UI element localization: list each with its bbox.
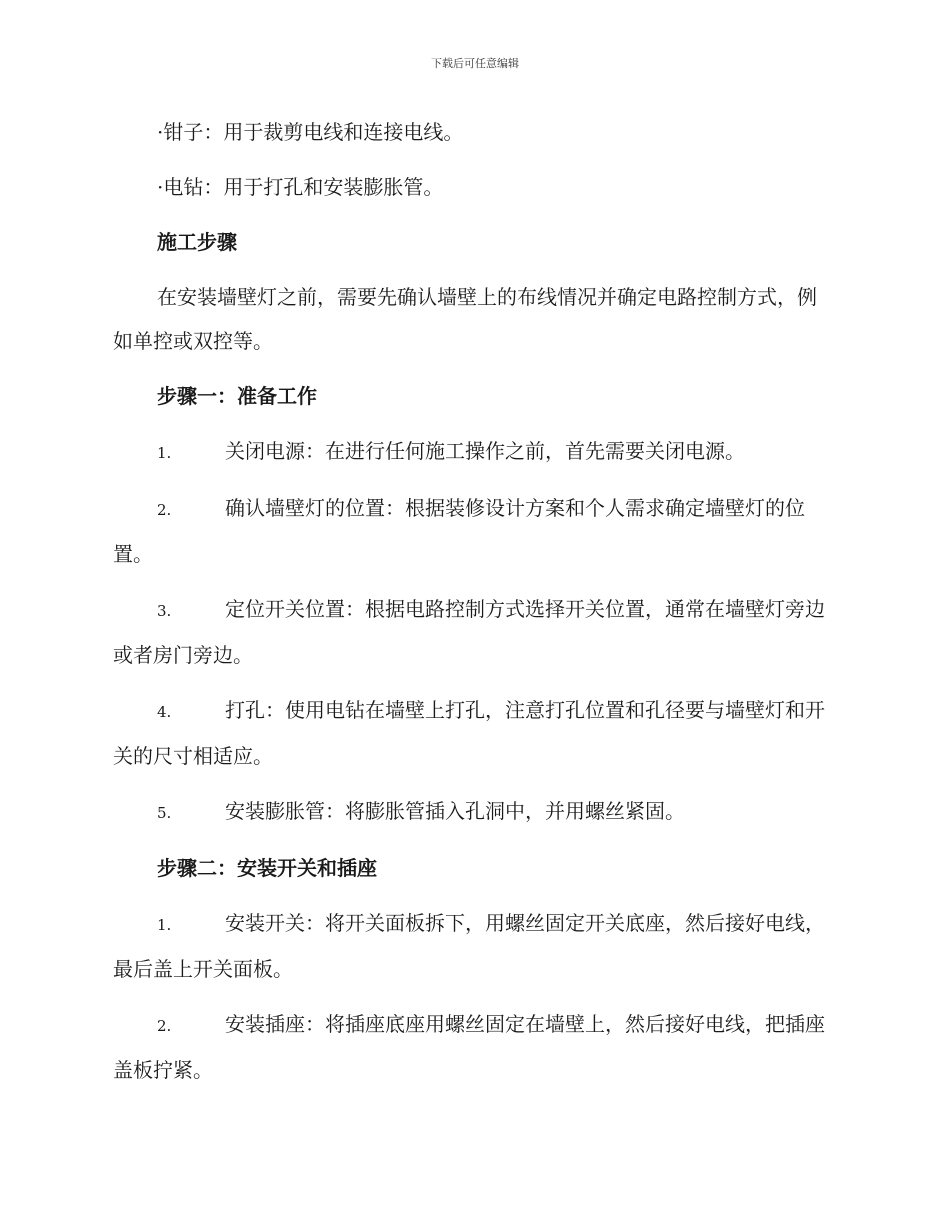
- bullet-item: [113, 165, 833, 209]
- list-item: [113, 688, 833, 778]
- list-item: [113, 486, 833, 576]
- page-header: 下载后可任意编辑: [431, 57, 519, 70]
- bullet-text: 钳子：用于裁剪电线和连接电线。: [163, 120, 464, 144]
- list-item: [113, 901, 833, 991]
- list-item: [113, 789, 833, 835]
- step2-heading: 步骤二：安装开关和插座: [157, 856, 377, 880]
- list-item: [113, 587, 833, 677]
- item-text: 定位开关位置：根据电路控制方式选择开关位置，通常在墙壁灯旁边或者房门旁边。: [113, 597, 825, 667]
- item-text: 安装膨胀管：将膨胀管插入孔洞中，并用螺丝紧固。: [225, 799, 685, 823]
- item-text: 打孔：使用电钻在墙壁上打孔，注意打孔位置和孔径要与墙壁灯和开关的尺寸相适应。: [113, 698, 825, 768]
- item-number: 5.: [157, 804, 172, 822]
- document-body: [113, 110, 833, 1103]
- bullet-marker: ·: [157, 175, 164, 199]
- item-number: 3.: [157, 602, 172, 620]
- bullet-text: 电钻：用于打孔和安装膨胀管。: [163, 175, 444, 199]
- item-number: 4.: [157, 703, 172, 721]
- list-item: [113, 1002, 833, 1092]
- list-item: [113, 429, 833, 475]
- item-number: 2.: [157, 501, 172, 519]
- item-text: 关闭电源：在进行任何施工操作之前，首先需要关闭电源。: [225, 439, 745, 463]
- item-number: 1.: [157, 444, 172, 462]
- section-heading: 施工步骤: [157, 230, 237, 254]
- bullet-marker: ·: [157, 120, 164, 144]
- section-intro: 在安装墙壁灯之前，需要先确认墙壁上的布线情况并确定电路控制方式，例如单控或双控等。: [113, 285, 817, 353]
- item-number: 2.: [157, 1017, 172, 1035]
- item-text: 安装插座：将插座底座用螺丝固定在墙壁上，然后接好电线，把插座盖板拧紧。: [113, 1012, 825, 1082]
- item-text: 安装开关：将开关面板拆下，用螺丝固定开关底座，然后接好电线，最后盖上开关面板。: [113, 911, 825, 981]
- bullet-item: [113, 110, 833, 154]
- step1-heading: 步骤一：准备工作: [157, 384, 317, 408]
- item-text: 确认墙壁灯的位置：根据装修设计方案和个人需求确定墙壁灯的位置。: [113, 496, 805, 566]
- item-number: 1.: [157, 916, 172, 934]
